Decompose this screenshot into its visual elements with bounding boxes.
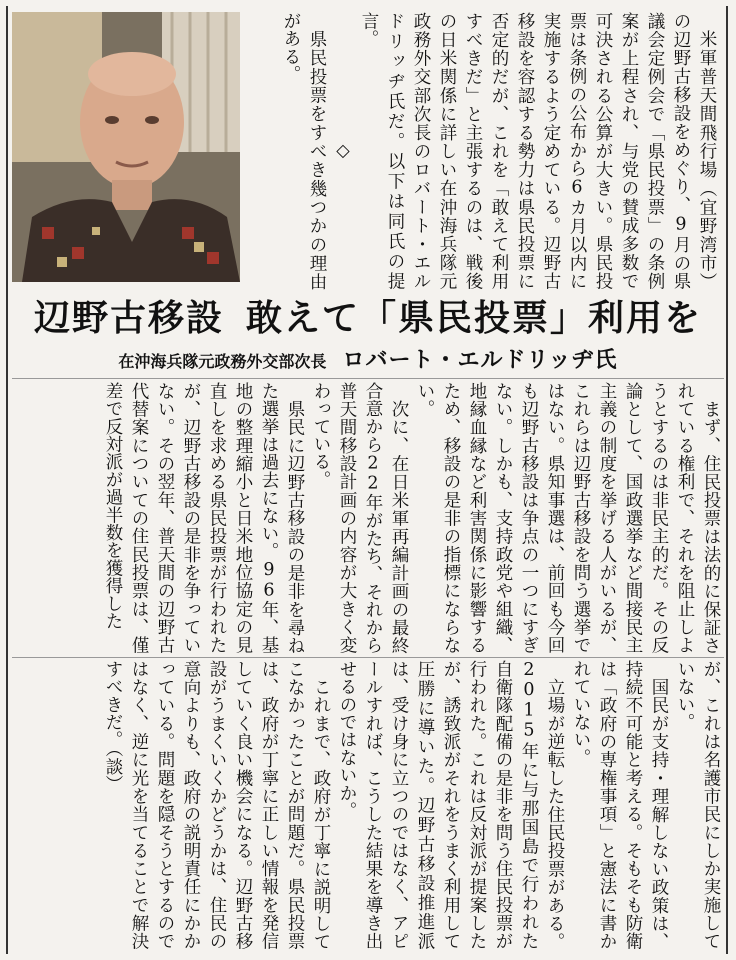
- byline-name: ロバート・エルドリッヂ氏: [342, 347, 618, 373]
- separator-mark: ◇: [333, 140, 353, 162]
- body-paragraph: が、これは名護市民にしか実施していない。: [675, 660, 721, 950]
- divider: [12, 378, 724, 379]
- headline: [12, 292, 724, 344]
- body-paragraph: 立場が逆転した住民投票がある。2015年に与那国島で行われた自衛隊配備の是非を問う住民投票が行われた。これは反対派が提案したが、誘致派がそれをうまく利用して圧勝に導いた。辺野古移設推進派は、受け身に立つのではなく、アピールすれば、こうした結果を導き出せるのではないか。: [337, 660, 565, 950]
- body-paragraph: これまで、政府が丁寧に説明してこなかったことが問題だ。県民投票は、政府が丁寧に正しい情報を発信していく良い機会になる。辺野古移設がうまくいくかどうかは、住民の意向よりも、政府の説明責任にかかっている。問題を隠そうとするのではなく、逆に光を当てることで解決すべきだ。（談）: [103, 660, 331, 950]
- headline-part1: 辺野古移設: [33, 297, 224, 339]
- body-paragraph: まず、住民投票は法的に保証されている権利で、それを阻止しようとするのは非民主的だ。その反論として、国政選挙など間接民主主義の制度を挙げる人がいるが、これらは辺野古移設を問う選挙ではない。県知事選は、前回も今回も辺野古移設は争点の一つにすぎない。しかも、支持政党や組織、地縁血縁など利害関係に影響するため、移設の是非の指標にならない。: [415, 382, 721, 654]
- body-text-upper: [12, 382, 724, 654]
- headline-part2: 敢えて「県民投票」利用を: [246, 297, 703, 339]
- byline-role: 在沖海兵隊元政務外交部次長: [118, 352, 327, 371]
- byline: [12, 344, 724, 376]
- body-paragraph: 県民に辺野古移設の是非を尋ねた選挙は過去にない。96年、基地の整理縮小と日米地位協定の見直しを求める県民投票が行われたが、辺野古移設の是非を争っていない。その翌年、普天間の辺野古代替案についての住民投票は、僅差で反対派が過半数を獲得した: [103, 382, 305, 654]
- body-text-lower: [12, 660, 724, 950]
- divider: [12, 657, 724, 658]
- body-paragraph: 次に、在日米軍再編計画の最終合意から22年がたち、それから普天間移設計画の内容が大きく変わっている。: [311, 382, 409, 654]
- intro-line: 県民投票をすべき幾つかの理由がある。: [281, 12, 327, 290]
- portrait-photo: [12, 12, 240, 282]
- body-paragraph: 国民が支持・理解しない政策は、持続不可能と考える。そもそも防衛は「政府の専権事項」と憲法に書かれていない。: [571, 660, 669, 950]
- lead-text-column: [250, 12, 720, 290]
- lead-paragraph: 米軍普天間飛行場（宜野湾市）の辺野古移設をめぐり、9月の県議会定例会で「県民投票」の条例案が上程され、与党の賛成多数で可決される公算が大きい。県民投票は条例の公布から6カ月以内に実施するよう定めている。辺野古移設を容認する勢力は県民投票に否定的だが、これを「敢えて利用すべきだ」と主張するのは、戦後の日米関係に詳しい在沖海兵隊元政務外交部次長のロバート・エルドリッヂ氏だ。以下は同氏の提言。: [359, 12, 717, 290]
